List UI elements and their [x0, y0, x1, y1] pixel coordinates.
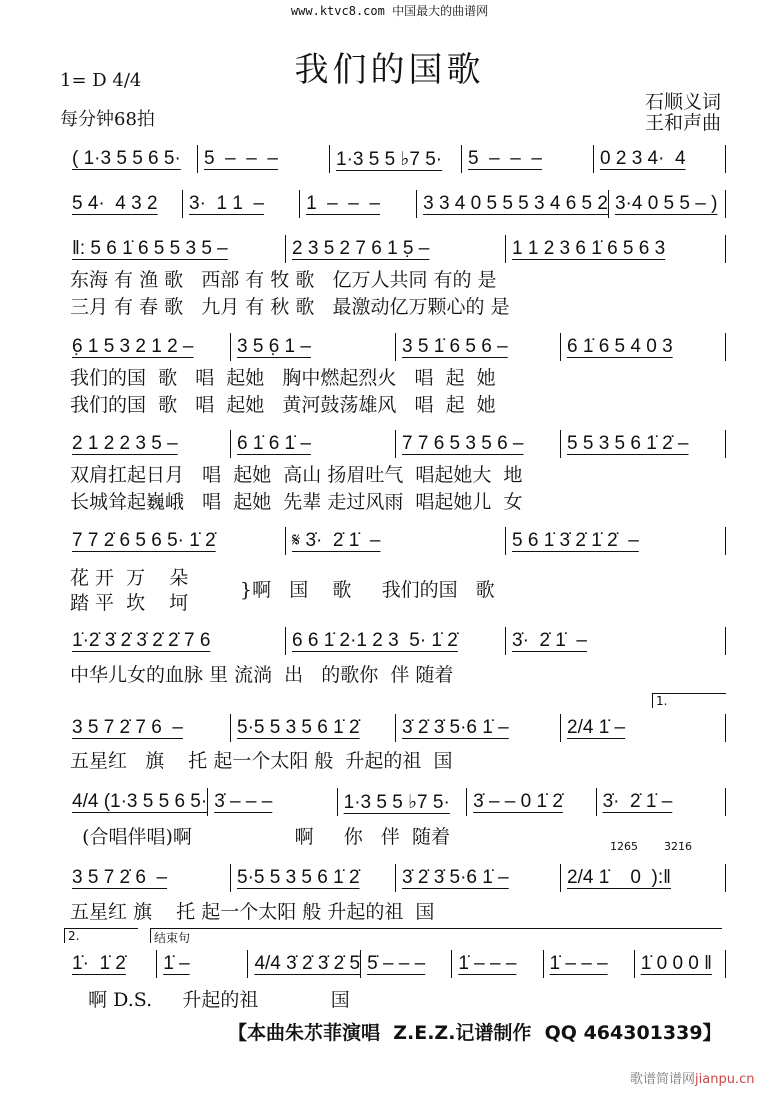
- measure: 0 2 3 4· 4: [600, 148, 686, 169]
- notation-row: [66, 430, 726, 458]
- notation-row: [66, 627, 726, 655]
- measure: 2 3 5 2 7 6 1 5̣ –: [292, 238, 430, 259]
- measure: 1̇· 1̇ 2̇: [72, 953, 126, 974]
- measure: 2/4 1̇ 0 ):‖: [567, 867, 671, 888]
- measure: 1̇·2̇ 3̇ 2̇ 3̇ 2̇ 2̇ 7 6: [72, 630, 211, 651]
- barline: [725, 714, 726, 742]
- notation-row: [66, 527, 726, 555]
- volta-2: 2.: [64, 928, 138, 943]
- lyric-line-shared: }啊 国 歌 我们的国 歌: [240, 579, 495, 601]
- measure: 6 6 1̇ 2·1 2 3 5· 1̇ 2̇: [292, 630, 458, 651]
- watermark-en: jianpu.cn: [695, 1072, 755, 1087]
- lyric-line: 我们的国 歌 唱 起她 黄河鼓荡雄风 唱 起 她: [70, 394, 496, 416]
- notation-row: [66, 788, 726, 816]
- notation-row: [66, 950, 726, 978]
- lyric-line: 长城耸起巍峨 唱 起她 先辈 走过风雨 唱起她儿 女: [70, 491, 523, 513]
- measure: 3̇ 2̇ 3̇ 5·6 1̇ –: [402, 867, 509, 888]
- measure: 1 1 2 3 6 1̇ 6 5 6 3: [512, 238, 666, 259]
- notation-row: [66, 333, 726, 361]
- measure: 5·5 5 3 5 6 1̇ 2̇: [237, 717, 360, 738]
- barline: [725, 788, 726, 816]
- measure: 3 5 7 2̇ 7 6 –: [72, 717, 183, 738]
- measure: 5 – – –: [468, 148, 542, 169]
- lyric-line: 五星红 旗 托 起一个太阳 般 升起的祖 国: [70, 750, 453, 772]
- measure: 3̇ 2̇ 3̇ 5·6 1̇ –: [402, 717, 509, 738]
- notation-row: [66, 190, 726, 218]
- tempo: 每分钟68拍: [60, 109, 155, 130]
- lyric-line: 啊 D.S. 升起的祖 国: [70, 989, 350, 1011]
- measure: 3· 1 1 –: [189, 193, 265, 214]
- measure: 3 5 6̣ 1 –: [237, 336, 311, 357]
- barline: [725, 950, 726, 978]
- key-signature: 1= D 4/4: [60, 70, 142, 91]
- measure: 5̇ – – –: [367, 953, 426, 974]
- measure: 7 7 2̇ 6 5 6 5· 1̇ 2̇: [72, 530, 216, 551]
- measure: 7 7 6 5 3 5 6 –: [402, 433, 524, 454]
- footer-credit: 【本曲朱䒕菲演唱 Z.E.Z.记谱制作 QQ 464301339】: [228, 1022, 722, 1044]
- measure: 5 4· 4 3 2: [72, 193, 158, 214]
- notation-row: [66, 714, 726, 742]
- measure: 3̇ – – 0 1̇ 2̇: [473, 791, 563, 812]
- barline: [725, 430, 726, 458]
- grace-notes-1: 1̇2̇6̇5: [610, 840, 638, 853]
- measure: 6̣ 1 5 3 2 1 2 –: [72, 336, 194, 357]
- lyric-line: 东海 有 渔 歌 西部 有 牧 歌 亿万人共同 有的 是: [70, 269, 497, 291]
- measure: 3̇· 2̇ 1̇ –: [512, 630, 587, 651]
- notation-row: [66, 235, 726, 263]
- composer: 王和声曲: [644, 112, 721, 134]
- measure: 3 5 1̇ 6 5 6 –: [402, 336, 508, 357]
- lyric-line: 花 开 万 朵: [70, 567, 189, 589]
- measure: 1̇ – – –: [458, 953, 517, 974]
- measure: 3·4 0 5 5 – ): [614, 193, 718, 214]
- measure: 6 1̇ 6 1̇ –: [237, 433, 311, 454]
- barline: [725, 627, 726, 655]
- lyric-line: 中华儿女的血脉 里 流淌 出 的歌你 伴 随着: [70, 664, 454, 686]
- lyric-line: 三月 有 春 歌 九月 有 秋 歌 最激动亿万颗心的 是: [70, 296, 510, 318]
- barline: [725, 145, 726, 173]
- measure: 1·3 5 5 ♭7 5·: [343, 791, 450, 813]
- song-title: 我们的国歌: [294, 50, 485, 90]
- site-header: www.ktvc8.com 中国最大的曲谱网: [290, 4, 489, 18]
- measure: ‖: 5 6 1̇ 6 5 5 3 5 –: [72, 238, 228, 259]
- measure: 6 1̇ 6 5 4 0 3: [567, 336, 673, 357]
- measure: 3̇ – – –: [214, 791, 273, 812]
- measure: 3 5 7 2̇ 6 –: [72, 867, 168, 888]
- volta-1: 1.: [652, 693, 726, 708]
- measure: 1 – – –: [306, 193, 381, 214]
- measure: 1̇ –: [163, 953, 190, 974]
- measure: 5 – – –: [204, 148, 278, 169]
- lyric-line: 双肩扛起日月 唱 起她 高山 扬眉吐气 唱起她大 地: [70, 464, 523, 486]
- barline: [725, 333, 726, 361]
- barline: [725, 190, 726, 218]
- measure: 2 1 2 2 3 5 –: [72, 433, 178, 454]
- notation-row: [66, 864, 726, 892]
- measure: 2/4 1̇ –: [567, 717, 626, 738]
- measure: ( 1·3 5 5 6 5·: [72, 148, 181, 169]
- measure: 5 5 3 5 6 1̇ 2̇ –: [567, 433, 689, 454]
- measure: 1̇ – – –: [549, 953, 608, 974]
- measure: 4/4 (1·3 5 5 6 5·: [72, 791, 208, 812]
- barline: [725, 235, 726, 263]
- watermark: [630, 1068, 754, 1087]
- measure: 5 6 1̇ 3̇ 2̇ 1̇ 2̇ –: [512, 530, 639, 551]
- measure: 5·5 5 3 5 6 1̇ 2̇: [237, 867, 360, 888]
- measure: 3 3 4 0 5 5 5 3 4 6 5 2: [423, 193, 608, 214]
- measure: 3̇· 2̇ 1̇ –: [602, 791, 673, 812]
- lyric-line: 踏 平 坎 坷: [70, 592, 189, 614]
- measure: 𝄋 3̇· 2̇ 1̇ –: [292, 530, 381, 551]
- watermark-cn: 歌谱简谱网: [630, 1072, 696, 1087]
- measure: 1·3 5 5 ♭7 5·: [336, 148, 443, 170]
- lyricist: 石顺义词: [644, 91, 721, 113]
- measure: 4/4 3̇ 2̇ 3̇ 2̇ 5̇: [254, 953, 361, 974]
- lyric-line: (合唱伴唱)啊 啊 你 伴 随着: [70, 826, 450, 848]
- lyric-line: 我们的国 歌 唱 起她 胸中燃起烈火 唱 起 她: [70, 367, 496, 389]
- notation-row: [66, 145, 726, 173]
- lyric-line: 五星红 旗 托 起一个太阳 般 升起的祖 国: [70, 901, 435, 923]
- barline: [725, 864, 726, 892]
- grace-notes-2: 3̇2̇1̇6: [664, 840, 692, 853]
- ending-label: 结束句: [150, 928, 722, 943]
- barline: [725, 527, 726, 555]
- measure: 1̇ 0 0 0 ‖: [640, 953, 712, 974]
